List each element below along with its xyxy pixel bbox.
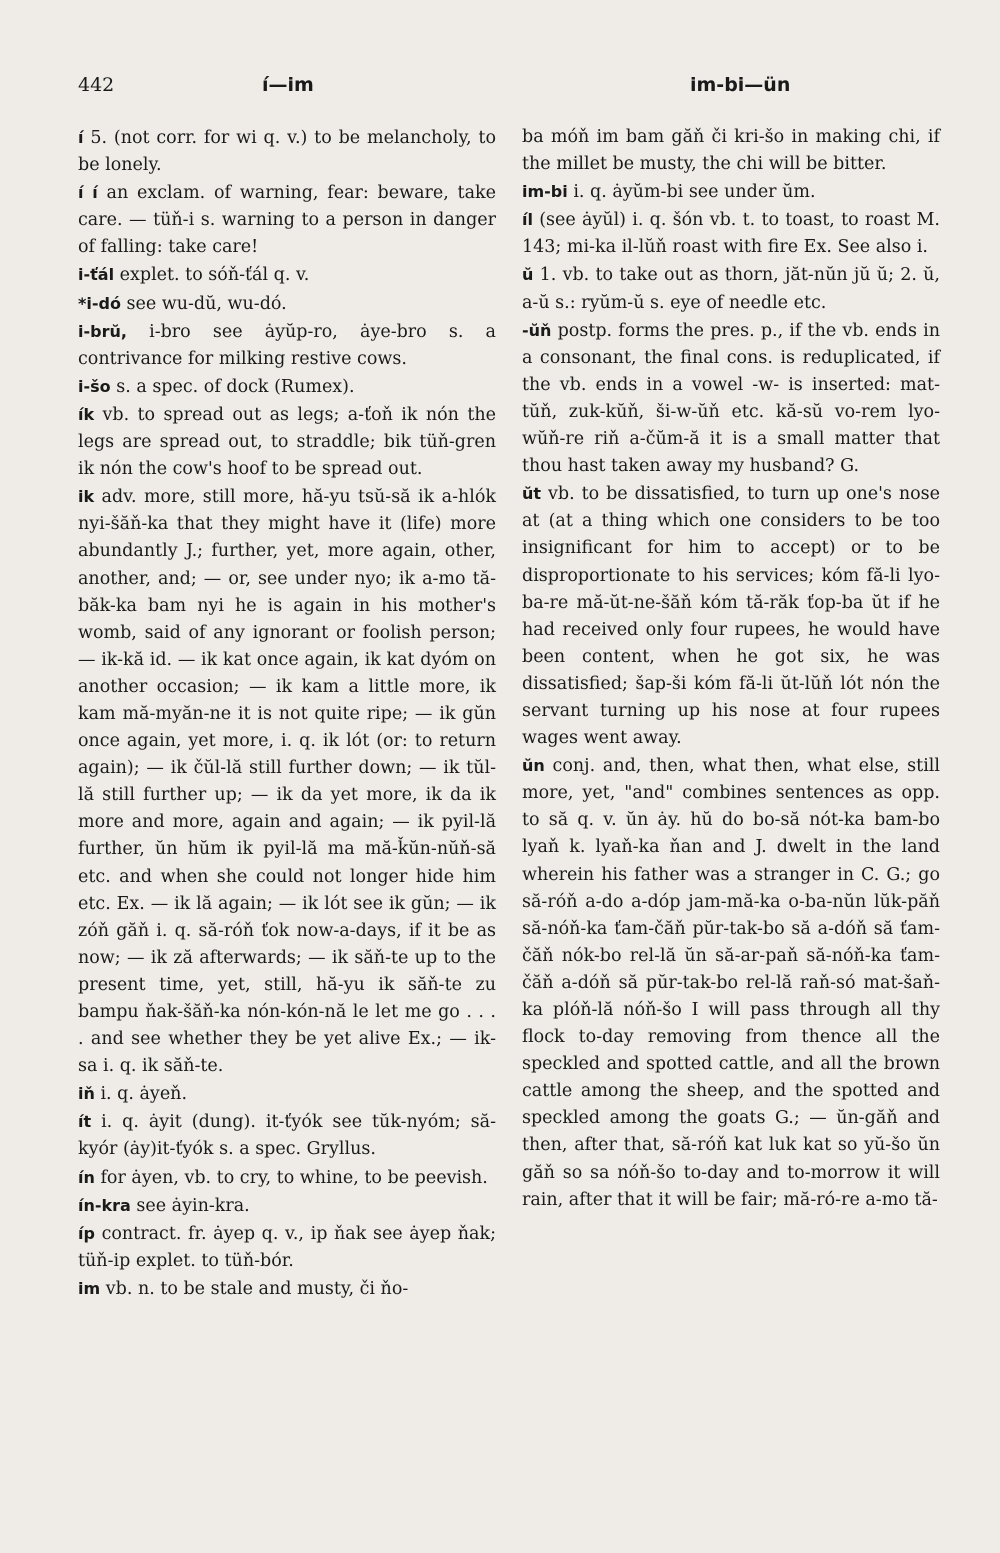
dictionary-entry <box>78 1275 496 1303</box>
dictionary-entry <box>522 261 940 316</box>
headword: im <box>78 1278 101 1298</box>
dictionary-entry <box>78 261 496 289</box>
headword: í í <box>78 183 98 203</box>
headword: í <box>78 128 84 147</box>
headword: ŭn <box>522 756 545 776</box>
dictionary-entry-continued <box>522 124 940 178</box>
headword: ŭ <box>522 265 534 285</box>
dictionary-entry <box>78 1108 496 1163</box>
dictionary-entry <box>522 752 940 1214</box>
definition: ba móň im bam găň či kri-šo in making chi, if the millet be musty, the chi will be bitter. <box>522 127 940 175</box>
headword: íl <box>522 210 533 230</box>
dictionary-entry <box>522 317 940 481</box>
definition: conj. and, then, what then, what else, still more, yet, "and" combines sentences as opp. to să q. v. ŭn ȧy. hŭ do bo-să nót-ka bam-bo lyaň k. lyaň-ka ňan and J. dwelt in the land wherein his father was a stranger in C. G.; go să-róň a-do a-dóp jam-mă-ka o-ba-nŭn lŭk-păň să-nóň-ka ťam-čăň pŭr-tak-bo să a-dóň să ťam-čăň nók-bo rel-lă ŭn să-ar-paň să-nóň-ka ťam-čăň a-dóň să pŭr-tak-bo rel-lă raň-só mat-šaň-ka plóň-lă nóň-šo I will pass through all thy flock to-day removing from thence all the speckled and spotted cattle, and all the brown cattle among the sheep, and the spotted and speckled among the goats G.; — ŭn-găň and then, after that, să-róň kat luk kat so yŭ-šo ŭn găň so sa nóň-šo to-day and to-morrow it will rain, after that it will be fair; mă-ró-re a-mo tă- <box>522 756 940 1210</box>
definition: explet. to sóň-ťál q. v. <box>119 265 310 286</box>
dictionary-entry <box>78 290 496 318</box>
definition: i. q. ȧyeň. <box>100 1084 188 1105</box>
definition: adv. more, still more, hă-yu tsŭ-să ik a-hlók nyi-šăň-ka that they might have it (life) more abundantly J.; further, yet, more again, other, another, and; — or, see under nyo; ik a-mo tă-băk-ka bam nyi he is again in his mother's womb, said of any ignorant or foolish person; — ik-kă id. — ik kat once again, ik kat dyóm on another occasion; — ik kam a little more, ik kam mă-myăn-ne it is not quite ripe; — ik gŭn once again, yet more, i. q. ik lót (or: to return again); — ik čŭl-lă still further down; — ik tŭl-lă still further up; — ik da yet more, ik da ik more and more, again and again; — ik pyil-lă further, ŭn hŭm ik pyil-lă ma mă-ǩŭn-nŭň-să etc. and when she could not longer hide him etc. Ex. — ik lă again; — ik lót see ik gŭn; — ik zóň găň i. q. să-róň ťok now-a-days, if it be as now; — ik ză afterwards; — ik săň-te up to the present time, yet, still, hă-yu ik săň-te zu bampu ňak-šăň-ka nón-kón-nă le let me go . . . . and see whether they be yet alive Ex.; — ik-sa i. q. ik săň-te. <box>78 487 496 1077</box>
dictionary-entry <box>522 480 940 752</box>
left-column <box>78 124 496 1303</box>
definition: (see ȧyŭl) i. q. šón vb. t. to toast, to roast M. 143; mi-ka il-lŭň roast with fire Ex. See also i. <box>522 210 940 258</box>
definition: vb. n. to be stale and musty, či ňo- <box>105 1278 409 1299</box>
dictionary-entry <box>78 401 496 483</box>
headword: i-brŭ, <box>78 321 127 341</box>
definition: s. a spec. of dock (Rumex). <box>116 376 355 397</box>
dictionary-entry <box>522 206 940 261</box>
dictionary-entry <box>78 1164 496 1192</box>
definition: postp. forms the pres. p., if the vb. ends in a consonant, the final cons. is reduplicated, if the vb. ends in a vowel -w- is inserted: mat-tŭň, zuk-kŭň, ši-w-ŭň etc. kă-sŭ vo-rem lyo-wŭň-re riň a-čŭm-ă it is a small matter that thou hast taken away my husband? G. <box>522 320 940 477</box>
headword: ít <box>78 1112 92 1132</box>
right-guide-word: im-bi—ün <box>690 74 791 96</box>
left-guide-word: í—im <box>262 74 314 96</box>
definition: 1. vb. to take out as thorn, jăt-nŭn jŭ ŭ; 2. ŭ, a-ŭ s.: ryŭm-ŭ s. eye of needle etc. <box>522 265 940 313</box>
definition: for ȧyen, vb. to cry, to whine, to be peevish. <box>100 1167 488 1188</box>
definition: see ȧyin-kra. <box>136 1195 250 1216</box>
definition: an exclam. of warning, fear: beware, take care. — tüň-i s. warning to a person in danger of falling: take care! <box>78 183 496 258</box>
definition: see wu-dŭ, wu-dó. <box>126 293 287 314</box>
dictionary-entry <box>78 483 496 1080</box>
definition: i-bro see ȧyŭp-ro, ȧye-bro s. a contrivance for milking restive cows. <box>78 321 496 369</box>
headword: i-ťál <box>78 265 115 285</box>
headword: *i-dó <box>78 293 121 313</box>
headword: ín-kra <box>78 1195 131 1215</box>
definition: vb. to be dissatisfied, to turn up one's nose at (at a thing which one considers to be too insignificant for him to accept) or to be disproportionate to his services; kóm fă-li lyo-ba-re mă-ŭt-ne-šăň kóm tă-răk ťop-ba ŭt if he had received only four rupees, he would have been content, when he got six, he was dissatisfied; šap-ši kóm fă-li ŭt-lŭň lót nón the servant turning up his nose at four rupees wages went away. <box>522 484 940 749</box>
definition: vb. to spread out as legs; a-ťoň ik nón the legs are spread out, to straddle; bik tüň-gren ik nón the cow's hoof to be spread out. <box>78 404 496 480</box>
headword: iň <box>78 1084 95 1104</box>
dictionary-entry <box>78 1080 496 1108</box>
dictionary-entry <box>522 178 940 206</box>
definition: i. q. ȧyit (dung). it-ťyók see tŭk-nyóm; să-kyór (ȧy)it-ťyók s. a spec. Gryllus. <box>78 1112 496 1160</box>
definition: 5. (not corr. for wi q. v.) to be melancholy, to be lonely. <box>78 128 496 176</box>
headword: i-šo <box>78 376 111 396</box>
definition: contract. fr. ȧyep q. v., ip ňak see ȧyep ňak; tüň-ip explet. to tüň-bór. <box>78 1223 496 1271</box>
headword: ŭt <box>522 484 542 504</box>
headword: -ŭň <box>522 320 552 340</box>
dictionary-entry <box>78 1192 496 1220</box>
dictionary-entry <box>78 318 496 373</box>
dictionary-entry <box>78 373 496 401</box>
headword: ik <box>78 487 95 507</box>
page-number: 442 <box>78 74 115 96</box>
definition: i. q. ȧyŭm-bi see under ŭm. <box>573 182 816 203</box>
headword: im-bi <box>522 182 568 202</box>
dictionary-entry <box>78 1220 496 1275</box>
dictionary-entry <box>78 179 496 261</box>
right-column <box>522 124 940 1214</box>
dictionary-entry <box>78 124 496 179</box>
headword: íp <box>78 1223 95 1243</box>
headword: ík <box>78 404 95 424</box>
headword: ín <box>78 1167 95 1187</box>
